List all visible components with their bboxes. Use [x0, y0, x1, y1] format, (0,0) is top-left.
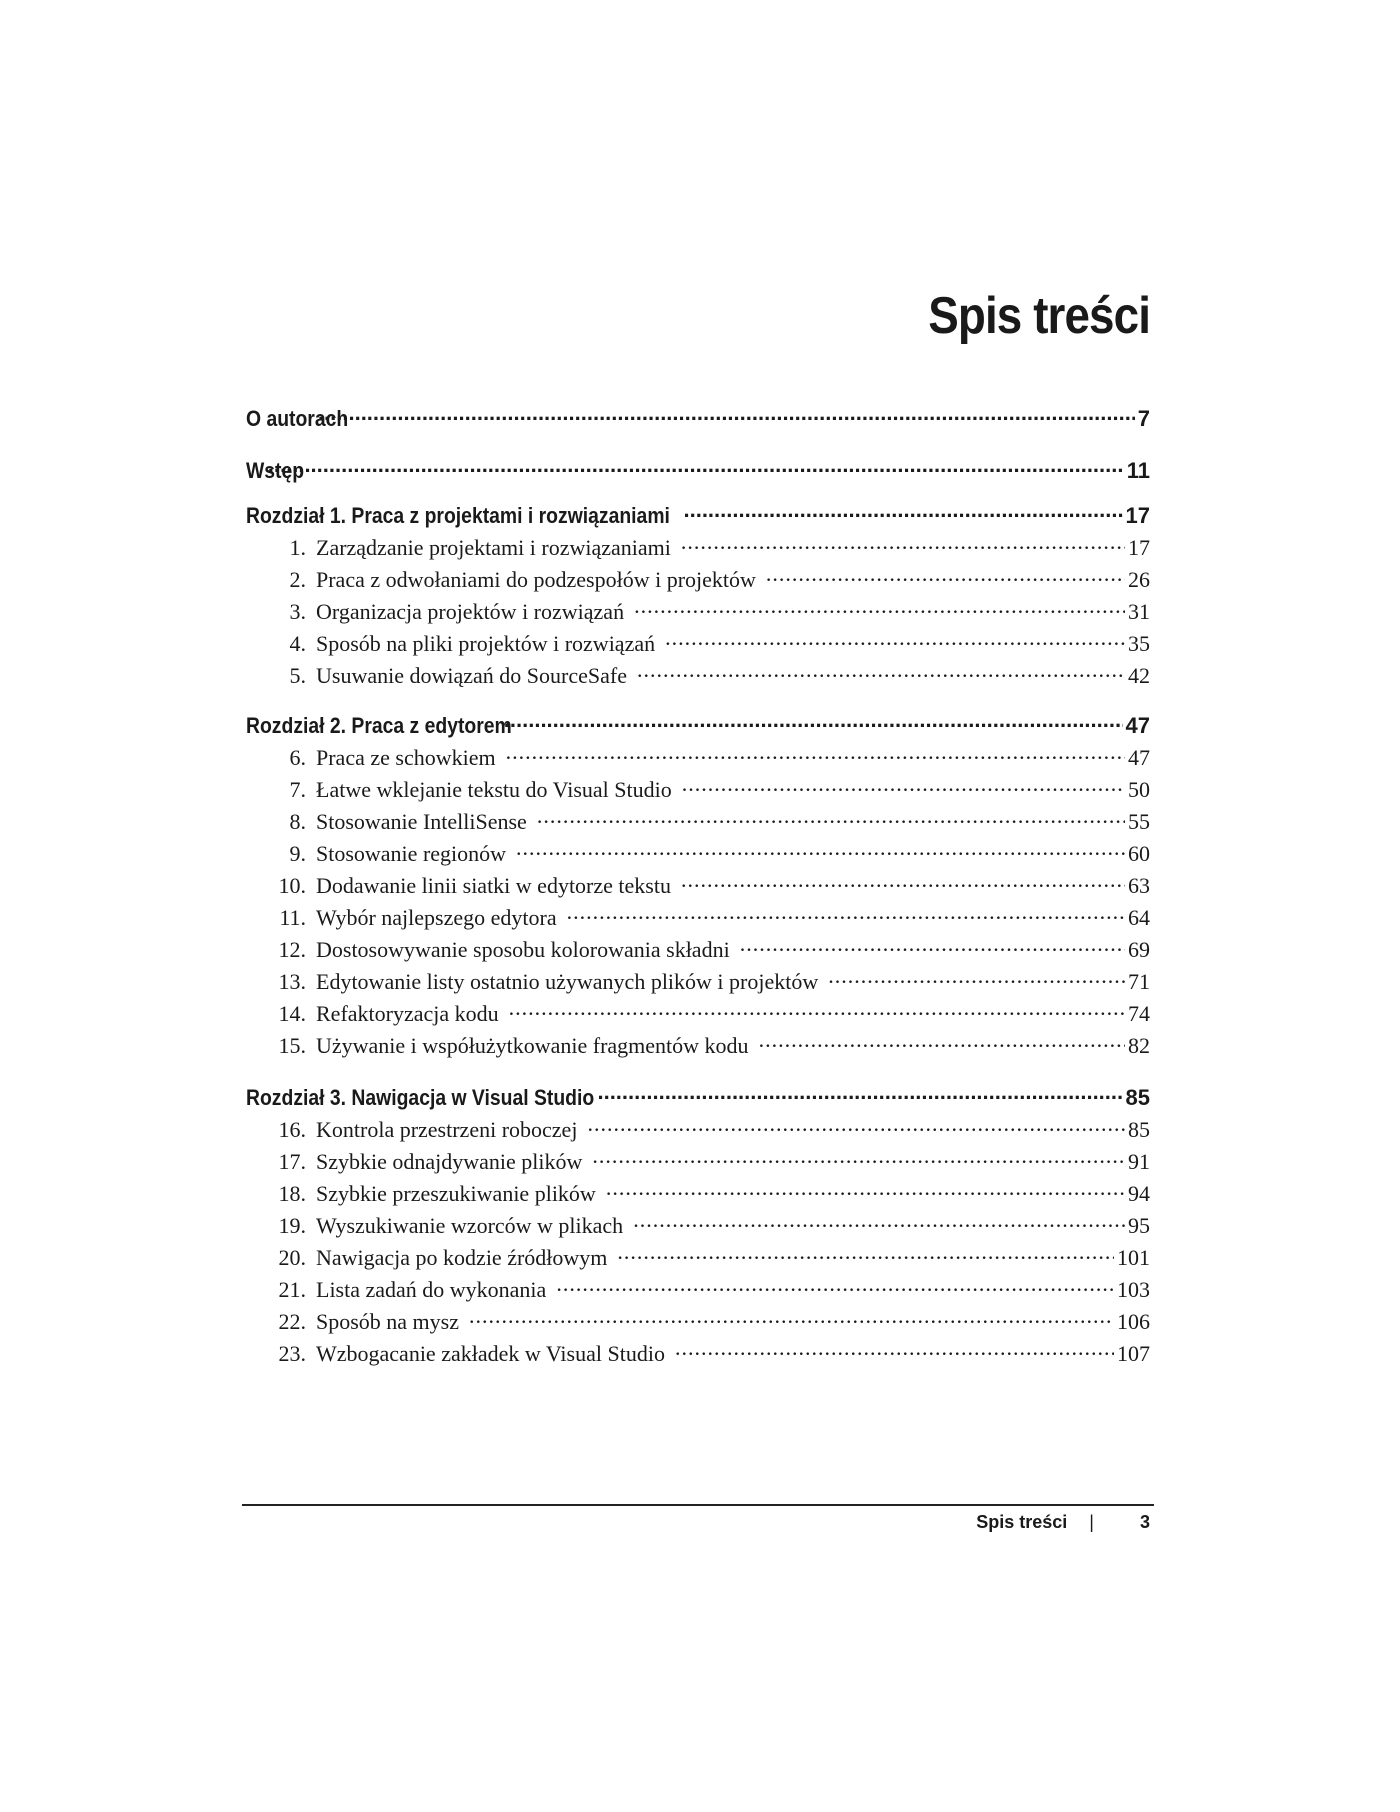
toc-section-entry	[246, 1307, 1150, 1335]
toc-section-entry	[246, 1179, 1150, 1207]
toc-dot-leader	[567, 903, 1125, 925]
toc-entry-page: 55	[1128, 809, 1150, 834]
toc-entry-number: 1.	[289, 535, 306, 560]
toc-section-entry	[246, 967, 1150, 995]
toc-dot-leader	[506, 743, 1125, 765]
toc-entry-number: 21.	[278, 1277, 306, 1302]
toc-section-entry	[246, 629, 1150, 657]
toc-section-entry	[246, 935, 1150, 963]
toc-entry-title: Zarządzanie projektami i rozwiązaniami	[316, 535, 671, 560]
toc-entry-number: 23.	[278, 1341, 306, 1366]
toc-entry-number: 18.	[278, 1181, 306, 1206]
toc-entry-title: Kontrola przestrzeni roboczej	[316, 1117, 578, 1142]
toc-section-entry	[246, 1275, 1150, 1303]
toc-section-entry	[246, 839, 1150, 867]
toc-dot-leader	[740, 935, 1125, 957]
toc-entry-title: Stosowanie regionów	[316, 841, 507, 866]
toc-dot-leader	[318, 404, 1135, 426]
toc-entry-page: 7	[1137, 406, 1150, 431]
toc-entry-title: Łatwe wklejanie tekstu do Visual Studio	[316, 777, 672, 802]
footer-page-number: 3	[1139, 1512, 1150, 1532]
toc-entry-page: 11	[1126, 458, 1150, 483]
footer-separator: |	[1089, 1512, 1094, 1532]
toc-entry-number: 7.	[289, 777, 306, 802]
toc-entry-page: 91	[1128, 1149, 1150, 1174]
toc-entry-title: Edytowanie listy ostatnio używanych plików i projektów	[316, 969, 819, 994]
toc-entry-page: 47	[1128, 745, 1150, 770]
toc-entry-title: Praca z odwołaniami do podzespołów i projektów	[316, 567, 756, 592]
toc-dot-leader	[504, 711, 1123, 733]
toc-dot-leader	[516, 839, 1125, 861]
toc-dot-leader	[633, 1211, 1125, 1233]
toc-dot-leader	[587, 1115, 1125, 1137]
toc-section-entry	[246, 775, 1150, 803]
toc-entry-page: 63	[1128, 873, 1150, 898]
toc-dot-leader	[268, 456, 1124, 478]
toc-dot-leader	[617, 1243, 1114, 1265]
toc-dot-leader	[681, 533, 1125, 555]
toc-dot-leader	[681, 871, 1125, 893]
toc-entry-number: 9.	[289, 841, 306, 866]
toc-entry-page: 82	[1128, 1033, 1150, 1058]
toc-entry-number: 15.	[278, 1033, 306, 1058]
toc-dot-leader	[592, 1147, 1125, 1169]
toc-entry-title: Rozdział 2. Praca z edytorem	[246, 713, 512, 738]
toc-entry-page: 106	[1117, 1309, 1150, 1334]
toc-chapter-entry	[246, 404, 1150, 432]
toc-entry-number: 2.	[289, 567, 306, 592]
toc-entry-number: 5.	[289, 663, 306, 688]
toc-dot-leader	[665, 629, 1125, 651]
toc-section-entry	[246, 743, 1150, 771]
toc-entry-title: Nawigacja po kodzie źródłowym	[316, 1245, 608, 1270]
toc-section-entry	[246, 1115, 1150, 1143]
footer-rule	[242, 1504, 1154, 1506]
toc-section-entry	[246, 1339, 1150, 1367]
toc-section-entry	[246, 1211, 1150, 1239]
toc-entry-title: O autorach	[246, 406, 349, 431]
toc-entry-number: 22.	[278, 1309, 306, 1334]
toc-entry-number: 10.	[278, 873, 306, 898]
toc-entry-number: 12.	[278, 937, 306, 962]
toc-entry-page: 85	[1125, 1085, 1150, 1110]
toc-dot-leader	[759, 1031, 1125, 1053]
page-title: Spis treści	[928, 287, 1150, 345]
toc-entry-page: 95	[1128, 1213, 1150, 1238]
toc-entry-number: 11.	[279, 905, 306, 930]
toc-entry-page: 94	[1128, 1181, 1150, 1206]
toc-chapter-entry	[246, 456, 1150, 484]
toc-dot-leader	[828, 967, 1125, 989]
toc-section-entry	[246, 1243, 1150, 1271]
toc-chapter-entry	[246, 1083, 1150, 1111]
toc-entry-page: 47	[1125, 713, 1150, 738]
toc-entry-title: Sposób na pliki projektów i rozwiązań	[316, 631, 656, 656]
toc-entry-title: Rozdział 1. Praca z projektami i rozwiązaniami	[246, 503, 670, 528]
toc-section-entry	[246, 661, 1150, 689]
toc-entry-number: 14.	[278, 1001, 306, 1026]
toc-entry-title: Wyszukiwanie wzorców w plikach	[316, 1213, 624, 1238]
toc-entry-title: Praca ze schowkiem	[316, 745, 496, 770]
toc-dot-leader	[634, 597, 1125, 619]
toc-entry-title: Wybór najlepszego edytora	[316, 905, 557, 930]
toc-entry-page: 35	[1128, 631, 1150, 656]
toc-dot-leader	[469, 1307, 1114, 1329]
toc-entry-page: 103	[1117, 1277, 1150, 1302]
toc-dot-leader	[675, 1339, 1114, 1361]
toc-section-entry	[246, 871, 1150, 899]
toc-entry-page: 17	[1128, 535, 1150, 560]
toc-entry-page: 60	[1128, 841, 1150, 866]
toc-entry-page: 74	[1128, 1001, 1150, 1026]
toc-entry-page: 17	[1125, 503, 1150, 528]
footer-title: Spis treści	[976, 1512, 1068, 1532]
toc-entry-number: 4.	[289, 631, 306, 656]
toc-section-entry	[246, 999, 1150, 1027]
toc-entry-number: 20.	[278, 1245, 306, 1270]
toc-section-entry	[246, 807, 1150, 835]
toc-entry-page: 64	[1128, 905, 1150, 930]
toc-entry-page: 85	[1128, 1117, 1150, 1142]
toc-entry-title: Dostosowywanie sposobu kolorowania składni	[316, 937, 730, 962]
toc-entry-title: Szybkie przeszukiwanie plików	[316, 1181, 596, 1206]
toc-dot-leader	[509, 999, 1125, 1021]
toc-section-entry	[246, 533, 1150, 561]
toc-dot-leader	[597, 1083, 1122, 1105]
toc-section-entry	[246, 597, 1150, 625]
toc-entry-title: Wstęp	[246, 458, 305, 483]
toc-section-entry	[246, 1147, 1150, 1175]
toc-dot-leader	[683, 501, 1122, 523]
toc-entry-title: Używanie i współużytkowanie fragmentów kodu	[316, 1033, 749, 1058]
toc-entry-title: Dodawanie linii siatki w edytorze tekstu	[316, 873, 671, 898]
toc-entry-title: Szybkie odnajdywanie plików	[316, 1149, 583, 1174]
toc-entry-number: 6.	[289, 745, 306, 770]
toc-entry-page: 71	[1128, 969, 1150, 994]
toc-entry-page: 107	[1117, 1341, 1150, 1366]
toc-entry-title: Usuwanie dowiązań do SourceSafe	[316, 663, 627, 688]
toc-dot-leader	[537, 807, 1125, 829]
toc-dot-leader	[637, 661, 1125, 683]
toc-entry-number: 17.	[278, 1149, 306, 1174]
toc-entry-number: 19.	[278, 1213, 306, 1238]
toc-entry-title: Organizacja projektów i rozwiązań	[316, 599, 625, 624]
toc-dot-leader	[766, 565, 1125, 587]
toc-chapter-entry	[246, 501, 1150, 529]
toc-chapter-entry	[246, 711, 1150, 739]
toc-entry-page: 31	[1128, 599, 1150, 624]
toc-entry-page: 69	[1128, 937, 1150, 962]
toc-entry-page: 101	[1117, 1245, 1150, 1270]
toc-entry-number: 3.	[289, 599, 306, 624]
toc-dot-leader	[556, 1275, 1114, 1297]
toc-entry-title: Stosowanie IntelliSense	[316, 809, 527, 834]
toc-entry-title: Refaktoryzacja kodu	[316, 1001, 499, 1026]
toc-entry-title: Rozdział 3. Nawigacja w Visual Studio	[246, 1085, 595, 1110]
toc-dot-leader	[682, 775, 1125, 797]
toc-dot-leader	[606, 1179, 1125, 1201]
page-footer	[976, 1512, 1150, 1533]
toc-entry-number: 8.	[289, 809, 306, 834]
toc-entry-number: 16.	[278, 1117, 306, 1142]
toc-section-entry	[246, 1031, 1150, 1059]
toc-entry-page: 50	[1128, 777, 1150, 802]
toc-entry-number: 13.	[278, 969, 306, 994]
toc-entry-page: 42	[1128, 663, 1150, 688]
toc-section-entry	[246, 903, 1150, 931]
toc-entry-title: Sposób na mysz	[316, 1309, 459, 1334]
toc-entry-page: 26	[1128, 567, 1150, 592]
toc-entry-title: Wzbogacanie zakładek w Visual Studio	[316, 1341, 665, 1366]
toc-entry-title: Lista zadań do wykonania	[316, 1277, 547, 1302]
toc-section-entry	[246, 565, 1150, 593]
